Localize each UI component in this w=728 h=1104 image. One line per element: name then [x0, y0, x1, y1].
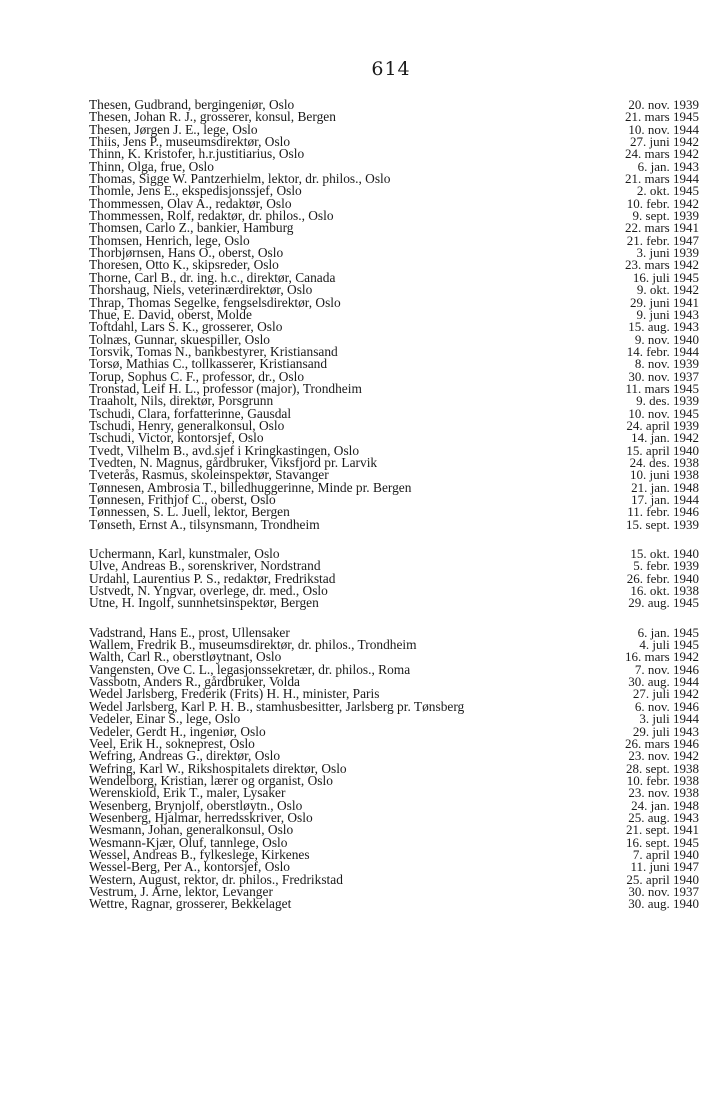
entry-name: Thomas, Sigge W. Pantzerhielm, lektor, dr. philos., Oslo	[89, 171, 391, 187]
entry-name: Thesen, Jørgen J. E., lege, Oslo	[89, 121, 258, 137]
list-item	[89, 898, 699, 910]
entry-name: Thesen, Gudbrand, bergingeniør, Oslo	[89, 97, 295, 112]
entry-name: Ustvedt, N. Yngvar, overlege, dr. med., Oslo	[89, 583, 328, 599]
entry-name: Wettre, Ragnar, grosserer, Bekkelaget	[89, 896, 292, 912]
entry-date: 9. nov. 1940	[634, 331, 699, 347]
entry-date: 10. nov. 1944	[628, 121, 699, 137]
entry-date: 28. sept. 1938	[626, 760, 699, 776]
entry-date: 11. juni 1947	[630, 859, 699, 875]
entry-name: Wendelborg, Kristian, lærer og organist, Oslo	[89, 772, 333, 788]
entry-name: Vadstrand, Hans E., prost, Ullensaker	[89, 624, 290, 640]
entry-date: 25. april 1940	[626, 871, 699, 887]
entry-date: 15. okt. 1940	[630, 546, 699, 562]
entry-date: 21. mars 1944	[624, 171, 699, 187]
entry-date: 9. juni 1943	[636, 306, 699, 322]
entry-name: Walth, Carl R., oberstløytnant, Oslo	[89, 649, 282, 665]
entry-date: 10. febr. 1942	[626, 195, 699, 211]
entry-date: 21. febr. 1947	[626, 232, 699, 248]
entry-date: 24. des. 1938	[629, 454, 699, 470]
entry-name: Thinn, Olga, frue, Oslo	[89, 158, 214, 174]
entry-name: Veel, Erik H., sokneprest, Oslo	[89, 735, 255, 751]
entry-name: Thomle, Jens E., ekspedisjonssjef, Oslo	[89, 183, 302, 199]
entry-name: Wedel Jarlsberg, Karl P. H. B., stamhusbesitter, Jarlsberg pr. Tønsberg	[89, 698, 465, 714]
entry-date: 5. febr. 1939	[633, 558, 699, 574]
entry-name: Thiis, Jens P., museumsdirektør, Oslo	[89, 134, 291, 150]
entry-name: Wessel-Berg, Per A., kontorsjef, Oslo	[89, 859, 290, 875]
entry-date: 24. april 1939	[626, 417, 699, 433]
entry-name: Torsø, Mathias C., tollkasserer, Kristiansand	[89, 356, 328, 372]
page-number: 614	[371, 58, 411, 80]
entry-name: Urdahl, Laurentius P. S., redaktør, Fredrikstad	[89, 570, 336, 586]
entry-name: Vedeler, Gerdt H., ingeniør, Oslo	[89, 723, 266, 739]
entry-name: Tønnessen, S. L. Juell, lektor, Bergen	[89, 504, 290, 520]
entry-name: Wefring, Karl W., Rikshospitalets direktør, Oslo	[89, 760, 347, 776]
entry-date: 9. des. 1939	[636, 393, 699, 409]
section-t	[89, 99, 699, 531]
entry-name: Thorshaug, Niels, veterinærdirektør, Oslo	[89, 282, 313, 298]
entry-date: 20. nov. 1939	[628, 97, 699, 112]
entry-name: Vedeler, Einar S., lege, Oslo	[89, 711, 241, 727]
list-item	[89, 516, 699, 532]
entry-date: 22. mars 1941	[624, 220, 699, 236]
entry-name: Wesenberg, Hjalmar, herredsskriver, Oslo	[89, 809, 313, 825]
entry-name: Ulve, Andreas B., sorenskriver, Nordstrand	[89, 558, 321, 574]
entry-date: 21. jan. 1948	[631, 479, 699, 495]
entry-name: Torup, Sophus C. F., professor, dr., Oslo	[89, 368, 305, 384]
entry-name: Werenskiold, Erik T., maler, Lysaker	[89, 785, 286, 801]
entry-date: 23. mars 1942	[624, 257, 699, 273]
entry-name: Western, August, rektor, dr. philos., Fredrikstad	[89, 871, 343, 887]
entry-date: 30. aug. 1944	[628, 674, 699, 690]
entry-name: Traaholt, Nils, direktør, Porsgrunn	[89, 393, 274, 409]
entry-date: 16. mars 1942	[624, 649, 699, 665]
entry-date: 24. mars 1942	[624, 146, 699, 162]
entry-date: 9. sept. 1939	[632, 208, 699, 224]
entry-date: 30. aug. 1940	[628, 896, 699, 912]
entry-name: Wessel, Andreas B., fylkeslege, Kirkenes	[89, 846, 310, 862]
entry-date: 30. nov. 1937	[628, 883, 699, 899]
entry-date: 10. febr. 1938	[626, 772, 699, 788]
entry-name: Tschudi, Clara, forfatterinne, Gausdal	[89, 405, 292, 421]
entry-date: 16. juli 1945	[632, 269, 699, 285]
entry-date: 29. juli 1943	[632, 723, 699, 739]
entry-date: 21. sept. 1941	[626, 822, 699, 838]
entry-name: Wallem, Fredrik B., museumsdirektør, dr. philos., Trondheim	[89, 637, 417, 653]
entry-date: 30. nov. 1937	[628, 368, 699, 384]
entry-date: 7. april 1940	[632, 846, 699, 862]
entry-name: Thomsen, Henrich, lege, Oslo	[89, 232, 250, 248]
entry-name: Thorbjørnsen, Hans O., oberst, Oslo	[89, 245, 284, 261]
entry-name: Tveterås, Rasmus, skoleinspektør, Stavanger	[89, 467, 329, 483]
entry-name: Wesenberg, Brynjolf, oberstløytn., Oslo	[89, 797, 303, 813]
entry-name: Thrap, Thomas Segelke, fengselsdirektør, Oslo	[89, 294, 341, 310]
entry-name: Thesen, Johan R. J., grosserer, konsul, Bergen	[89, 109, 336, 125]
entry-name: Vassbotn, Anders R., gårdbruker, Volda	[89, 674, 300, 690]
entry-date: 2. okt. 1945	[636, 183, 699, 199]
entry-date: 26. mars 1946	[624, 735, 699, 751]
entry-date: 3. juli 1944	[639, 711, 699, 727]
entry-name: Thoresen, Otto K., skipsreder, Oslo	[89, 257, 279, 273]
entry-date: 6. jan. 1943	[637, 158, 699, 174]
entry-name: Tønseth, Ernst A., tilsynsmann, Trondheim	[89, 516, 320, 532]
entry-date: 14. febr. 1944	[626, 343, 699, 359]
entry-name: Tønnesen, Ambrosia T., billedhuggerinne, Minde pr. Bergen	[89, 479, 412, 495]
entry-date: 3. juni 1939	[636, 245, 699, 261]
entry-date: 27. juni 1942	[630, 134, 699, 150]
entry-name: Thommessen, Olav A., redaktør, Oslo	[89, 195, 292, 211]
entry-name: Tronstad, Leif H. L., professor (major), Trondheim	[89, 380, 362, 396]
entry-name: Tvedten, N. Magnus, gårdbruker, Viksfjord pr. Larvik	[89, 454, 378, 470]
entry-date: 16. sept. 1945	[626, 834, 699, 850]
entry-date: 21. mars 1945	[624, 109, 699, 125]
entry-name: Toftdahl, Lars S. K., grosserer, Oslo	[89, 319, 283, 335]
entry-name: Wesmann, Johan, generalkonsul, Oslo	[89, 822, 294, 838]
entry-name: Thue, E. David, oberst, Molde	[89, 306, 252, 322]
entry-name: Thomsen, Carlo Z., bankier, Hamburg	[89, 220, 294, 236]
entry-name: Wefring, Andreas G., direktør, Oslo	[89, 748, 281, 764]
entry-date: 16. okt. 1938	[630, 583, 699, 599]
entry-date: 15. april 1940	[626, 442, 699, 458]
entry-name: Torsvik, Tomas N., bankbestyrer, Kristiansand	[89, 343, 338, 359]
entry-date: 11. mars 1945	[625, 380, 699, 396]
entry-name: Utne, H. Ingolf, sunnhetsinspektør, Bergen	[89, 595, 319, 611]
entry-name: Wedel Jarlsberg, Frederik (Frits) H. H., minister, Paris	[89, 686, 380, 702]
entry-name: Thommessen, Rolf, redaktør, dr. philos., Oslo	[89, 208, 334, 224]
entry-name: Tønnesen, Frithjof C., oberst, Oslo	[89, 492, 276, 507]
entry-date: 9. okt. 1942	[636, 282, 699, 298]
entry-name: Tschudi, Henry, generalkonsul, Oslo	[89, 417, 285, 433]
entry-name: Uchermann, Karl, kunstmaler, Oslo	[89, 546, 280, 562]
entry-name: Tvedt, Vilhelm B., avd.sjef i Kringkastingen, Oslo	[89, 442, 360, 458]
entry-name: Wesmann-Kjær, Oluf, tannlege, Oslo	[89, 834, 288, 850]
entry-name: Tolnæs, Gunnar, skuespiller, Oslo	[89, 331, 270, 347]
entry-date: 26. febr. 1940	[626, 570, 699, 586]
entry-date: 7. nov. 1946	[634, 661, 699, 677]
entry-date: 14. jan. 1942	[631, 430, 699, 446]
entry-date: 23. nov. 1942	[628, 748, 699, 764]
entry-date: 29. juni 1941	[630, 294, 699, 310]
entry-name: Thorne, Carl B., dr. ing. h.c., direktør, Canada	[89, 269, 336, 285]
entry-date: 8. nov. 1939	[634, 356, 699, 372]
entry-date: 6. jan. 1945	[637, 624, 699, 640]
section-u	[89, 548, 699, 610]
entry-date: 23. nov. 1938	[628, 785, 699, 801]
entry-date: 15. sept. 1939	[626, 516, 699, 532]
entry-name: Vestrum, J. Arne, lektor, Levanger	[89, 883, 273, 899]
entry-name: Thinn, K. Kristofer, h.r.justitiarius, Oslo	[89, 146, 305, 162]
entry-date: 6. nov. 1946	[634, 698, 699, 714]
entry-date: 10. juni 1938	[630, 467, 699, 483]
entry-date: 11. febr. 1946	[627, 504, 699, 520]
entry-date: 27. juli 1942	[632, 686, 699, 702]
entry-name: Vangensten, Ove C. L., legasjonssekretær, dr. philos., Roma	[89, 661, 411, 677]
register-list	[89, 99, 699, 911]
entry-date: 10. nov. 1945	[628, 405, 699, 421]
entry-date: 15. aug. 1943	[628, 319, 699, 335]
entry-date: 4. juli 1945	[639, 637, 699, 653]
entry-date: 25. aug. 1943	[628, 809, 699, 825]
list-item	[89, 597, 699, 609]
entry-date: 24. jan. 1948	[631, 797, 699, 813]
section-v-w	[89, 624, 699, 912]
entry-date: 29. aug. 1945	[628, 595, 699, 611]
entry-date: 17. jan. 1944	[631, 492, 699, 507]
entry-name: Tschudi, Victor, kontorsjef, Oslo	[89, 430, 264, 446]
